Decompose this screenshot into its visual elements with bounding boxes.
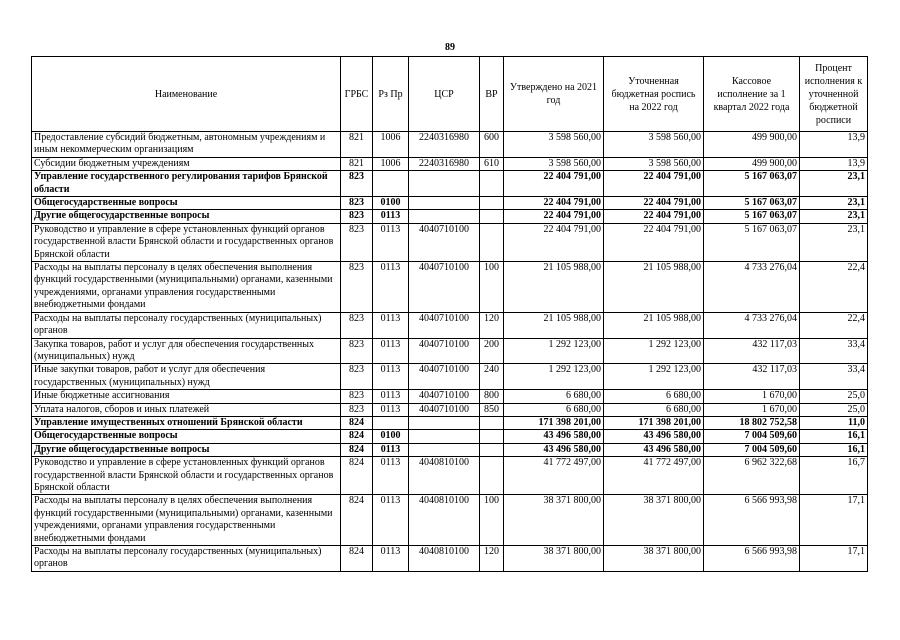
cell-vr [480, 210, 504, 223]
cell-percent: 22,4 [800, 262, 868, 313]
cell-refined: 21 105 988,00 [604, 262, 704, 313]
table-row [32, 338, 868, 364]
cell-cash: 1 670,00 [704, 403, 800, 416]
cell-percent: 25,0 [800, 403, 868, 416]
cell-cash: 5 167 063,07 [704, 210, 800, 223]
table-row [32, 132, 868, 158]
cell-percent: 33,4 [800, 364, 868, 390]
cell-vr: 200 [480, 338, 504, 364]
table-row [32, 197, 868, 210]
cell-vr [480, 197, 504, 210]
cell-grbs: 823 [341, 312, 373, 338]
cell-csr [409, 197, 480, 210]
cell-refined: 3 598 560,00 [604, 132, 704, 158]
cell-csr [409, 430, 480, 443]
header-refined: Уточненная бюджетная роспись на 2022 год [604, 57, 704, 132]
table-row [32, 262, 868, 313]
cell-grbs: 823 [341, 364, 373, 390]
cell-rzpr [373, 171, 409, 197]
cell-grbs: 824 [341, 457, 373, 495]
cell-percent: 23,1 [800, 210, 868, 223]
cell-refined: 22 404 791,00 [604, 223, 704, 261]
cell-refined: 3 598 560,00 [604, 157, 704, 170]
cell-name: Закупка товаров, работ и услуг для обеспечения государственных (муниципальных) нужд [32, 338, 341, 364]
cell-csr: 4040710100 [409, 223, 480, 261]
cell-rzpr: 0113 [373, 223, 409, 261]
cell-refined: 43 496 580,00 [604, 430, 704, 443]
cell-percent: 23,1 [800, 223, 868, 261]
cell-grbs: 823 [341, 197, 373, 210]
cell-approved: 171 398 201,00 [504, 416, 604, 429]
cell-vr: 610 [480, 157, 504, 170]
cell-rzpr: 0113 [373, 495, 409, 546]
cell-csr: 4040810100 [409, 495, 480, 546]
cell-approved: 6 680,00 [504, 390, 604, 403]
budget-table [31, 56, 868, 572]
cell-vr [480, 223, 504, 261]
cell-refined: 38 371 800,00 [604, 546, 704, 572]
cell-approved: 38 371 800,00 [504, 495, 604, 546]
table-row [32, 495, 868, 546]
cell-grbs: 823 [341, 171, 373, 197]
cell-rzpr: 0113 [373, 403, 409, 416]
cell-refined: 1 292 123,00 [604, 364, 704, 390]
cell-grbs: 824 [341, 443, 373, 456]
page-number: 89 [445, 42, 455, 53]
cell-name: Расходы на выплаты персоналу государственных (муниципальных) органов [32, 312, 341, 338]
cell-percent: 13,9 [800, 157, 868, 170]
cell-approved: 43 496 580,00 [504, 443, 604, 456]
cell-name: Общегосударственные вопросы [32, 197, 341, 210]
cell-refined: 41 772 497,00 [604, 457, 704, 495]
cell-refined: 22 404 791,00 [604, 197, 704, 210]
cell-vr: 800 [480, 390, 504, 403]
cell-rzpr: 0113 [373, 390, 409, 403]
cell-name: Другие общегосударственные вопросы [32, 443, 341, 456]
table-row [32, 430, 868, 443]
cell-name: Субсидии бюджетным учреждениям [32, 157, 341, 170]
cell-approved: 3 598 560,00 [504, 157, 604, 170]
cell-cash: 432 117,03 [704, 364, 800, 390]
cell-name: Руководство и управление в сфере установленных функций органов государственной власти Брянской области и государственных органов Брянской области [32, 457, 341, 495]
cell-cash: 7 004 509,60 [704, 430, 800, 443]
cell-csr [409, 416, 480, 429]
cell-name: Иные бюджетные ассигнования [32, 390, 341, 403]
table-row [32, 416, 868, 429]
table-row [32, 157, 868, 170]
cell-csr: 4040710100 [409, 364, 480, 390]
cell-rzpr: 0113 [373, 210, 409, 223]
cell-vr [480, 416, 504, 429]
cell-name: Руководство и управление в сфере установленных функций органов государственной власти Брянской области и государственных органов Брянской области [32, 223, 341, 261]
cell-rzpr: 0113 [373, 364, 409, 390]
table-body [32, 132, 868, 572]
cell-cash: 6 962 322,68 [704, 457, 800, 495]
cell-cash: 6 566 993,98 [704, 546, 800, 572]
cell-rzpr: 1006 [373, 132, 409, 158]
cell-cash: 6 566 993,98 [704, 495, 800, 546]
cell-approved: 41 772 497,00 [504, 457, 604, 495]
cell-refined: 21 105 988,00 [604, 312, 704, 338]
cell-grbs: 823 [341, 390, 373, 403]
cell-vr: 240 [480, 364, 504, 390]
cell-grbs: 824 [341, 546, 373, 572]
cell-approved: 1 292 123,00 [504, 338, 604, 364]
cell-approved: 22 404 791,00 [504, 223, 604, 261]
cell-vr: 850 [480, 403, 504, 416]
cell-refined: 6 680,00 [604, 390, 704, 403]
cell-rzpr: 0113 [373, 546, 409, 572]
cell-cash: 18 802 752,58 [704, 416, 800, 429]
cell-cash: 5 167 063,07 [704, 197, 800, 210]
table-row [32, 457, 868, 495]
cell-vr: 100 [480, 495, 504, 546]
cell-cash: 7 004 509,60 [704, 443, 800, 456]
cell-approved: 21 105 988,00 [504, 312, 604, 338]
cell-percent: 23,1 [800, 197, 868, 210]
cell-cash: 4 733 276,04 [704, 262, 800, 313]
cell-name: Общегосударственные вопросы [32, 430, 341, 443]
cell-grbs: 824 [341, 416, 373, 429]
cell-name: Расходы на выплаты персоналу в целях обеспечения выполнения функций государственными (муниципальными) органами, казенными учреждениями, органами управления государственными внебюджетными фондами [32, 495, 341, 546]
table-row [32, 364, 868, 390]
cell-vr: 120 [480, 546, 504, 572]
cell-cash: 4 733 276,04 [704, 312, 800, 338]
cell-approved: 1 292 123,00 [504, 364, 604, 390]
cell-name: Предоставление субсидий бюджетным, автономным учреждениям и иным некоммерческим организациям [32, 132, 341, 158]
cell-percent: 16,1 [800, 430, 868, 443]
cell-grbs: 823 [341, 210, 373, 223]
cell-grbs: 823 [341, 223, 373, 261]
cell-vr: 100 [480, 262, 504, 313]
cell-name: Уплата налогов, сборов и иных платежей [32, 403, 341, 416]
header-name: Наименование [32, 57, 341, 132]
cell-rzpr [373, 416, 409, 429]
cell-refined: 6 680,00 [604, 403, 704, 416]
cell-refined: 38 371 800,00 [604, 495, 704, 546]
header-approved: Утверждено на 2021 год [504, 57, 604, 132]
cell-grbs: 824 [341, 430, 373, 443]
cell-rzpr: 0113 [373, 262, 409, 313]
cell-approved: 22 404 791,00 [504, 171, 604, 197]
cell-percent: 17,1 [800, 546, 868, 572]
cell-csr: 4040810100 [409, 546, 480, 572]
cell-name: Иные закупки товаров, работ и услуг для обеспечения государственных (муниципальных) нужд [32, 364, 341, 390]
cell-grbs: 823 [341, 262, 373, 313]
cell-csr: 4040710100 [409, 262, 480, 313]
cell-percent: 13,9 [800, 132, 868, 158]
cell-cash: 499 900,00 [704, 157, 800, 170]
cell-percent: 17,1 [800, 495, 868, 546]
cell-approved: 22 404 791,00 [504, 197, 604, 210]
table-row [32, 546, 868, 572]
cell-percent: 22,4 [800, 312, 868, 338]
cell-vr [480, 443, 504, 456]
cell-grbs: 823 [341, 338, 373, 364]
cell-grbs: 824 [341, 495, 373, 546]
cell-approved: 21 105 988,00 [504, 262, 604, 313]
header-grbs: ГРБС [341, 57, 373, 132]
cell-percent: 25,0 [800, 390, 868, 403]
table-row [32, 312, 868, 338]
cell-cash: 5 167 063,07 [704, 223, 800, 261]
cell-rzpr: 0113 [373, 312, 409, 338]
cell-approved: 38 371 800,00 [504, 546, 604, 572]
cell-name: Расходы на выплаты персоналу в целях обеспечения выполнения функций государственными (муниципальными) органами, казенными учреждениями, органами управления государственными внебюджетными фондами [32, 262, 341, 313]
cell-cash: 432 117,03 [704, 338, 800, 364]
header-cash: Кассовое исполнение за 1 квартал 2022 года [704, 57, 800, 132]
header-rzpr: Рз Пр [373, 57, 409, 132]
table-row [32, 210, 868, 223]
cell-rzpr: 1006 [373, 157, 409, 170]
header-vr: ВР [480, 57, 504, 132]
cell-rzpr: 0113 [373, 457, 409, 495]
table-header [32, 57, 868, 132]
cell-percent: 23,1 [800, 171, 868, 197]
cell-approved: 3 598 560,00 [504, 132, 604, 158]
cell-rzpr: 0100 [373, 197, 409, 210]
cell-csr: 2240316980 [409, 132, 480, 158]
cell-vr [480, 171, 504, 197]
cell-csr [409, 210, 480, 223]
cell-vr [480, 457, 504, 495]
cell-percent: 11,0 [800, 416, 868, 429]
cell-csr: 4040710100 [409, 338, 480, 364]
cell-refined: 171 398 201,00 [604, 416, 704, 429]
cell-name: Управление имущественных отношений Брянской области [32, 416, 341, 429]
cell-csr: 4040710100 [409, 312, 480, 338]
cell-csr [409, 171, 480, 197]
cell-csr: 4040810100 [409, 457, 480, 495]
table-row [32, 171, 868, 197]
cell-cash: 5 167 063,07 [704, 171, 800, 197]
cell-name: Управление государственного регулирования тарифов Брянской области [32, 171, 341, 197]
cell-cash: 1 670,00 [704, 390, 800, 403]
cell-csr: 4040710100 [409, 403, 480, 416]
cell-rzpr: 0100 [373, 430, 409, 443]
cell-vr [480, 430, 504, 443]
cell-refined: 43 496 580,00 [604, 443, 704, 456]
cell-csr [409, 443, 480, 456]
cell-csr: 2240316980 [409, 157, 480, 170]
cell-name: Расходы на выплаты персоналу государственных (муниципальных) органов [32, 546, 341, 572]
table-row [32, 390, 868, 403]
cell-grbs: 823 [341, 403, 373, 416]
cell-rzpr: 0113 [373, 443, 409, 456]
cell-refined: 22 404 791,00 [604, 210, 704, 223]
cell-name: Другие общегосударственные вопросы [32, 210, 341, 223]
cell-vr: 600 [480, 132, 504, 158]
header-percent: Процент исполнения к уточненной бюджетной росписи [800, 57, 868, 132]
header-csr: ЦСР [409, 57, 480, 132]
table-row [32, 403, 868, 416]
cell-grbs: 821 [341, 157, 373, 170]
cell-approved: 6 680,00 [504, 403, 604, 416]
cell-approved: 43 496 580,00 [504, 430, 604, 443]
cell-percent: 33,4 [800, 338, 868, 364]
cell-refined: 22 404 791,00 [604, 171, 704, 197]
cell-cash: 499 900,00 [704, 132, 800, 158]
cell-grbs: 821 [341, 132, 373, 158]
table-row [32, 223, 868, 261]
cell-approved: 22 404 791,00 [504, 210, 604, 223]
cell-percent: 16,7 [800, 457, 868, 495]
cell-percent: 16,1 [800, 443, 868, 456]
cell-csr: 4040710100 [409, 390, 480, 403]
table-row [32, 443, 868, 456]
cell-refined: 1 292 123,00 [604, 338, 704, 364]
cell-rzpr: 0113 [373, 338, 409, 364]
cell-vr: 120 [480, 312, 504, 338]
